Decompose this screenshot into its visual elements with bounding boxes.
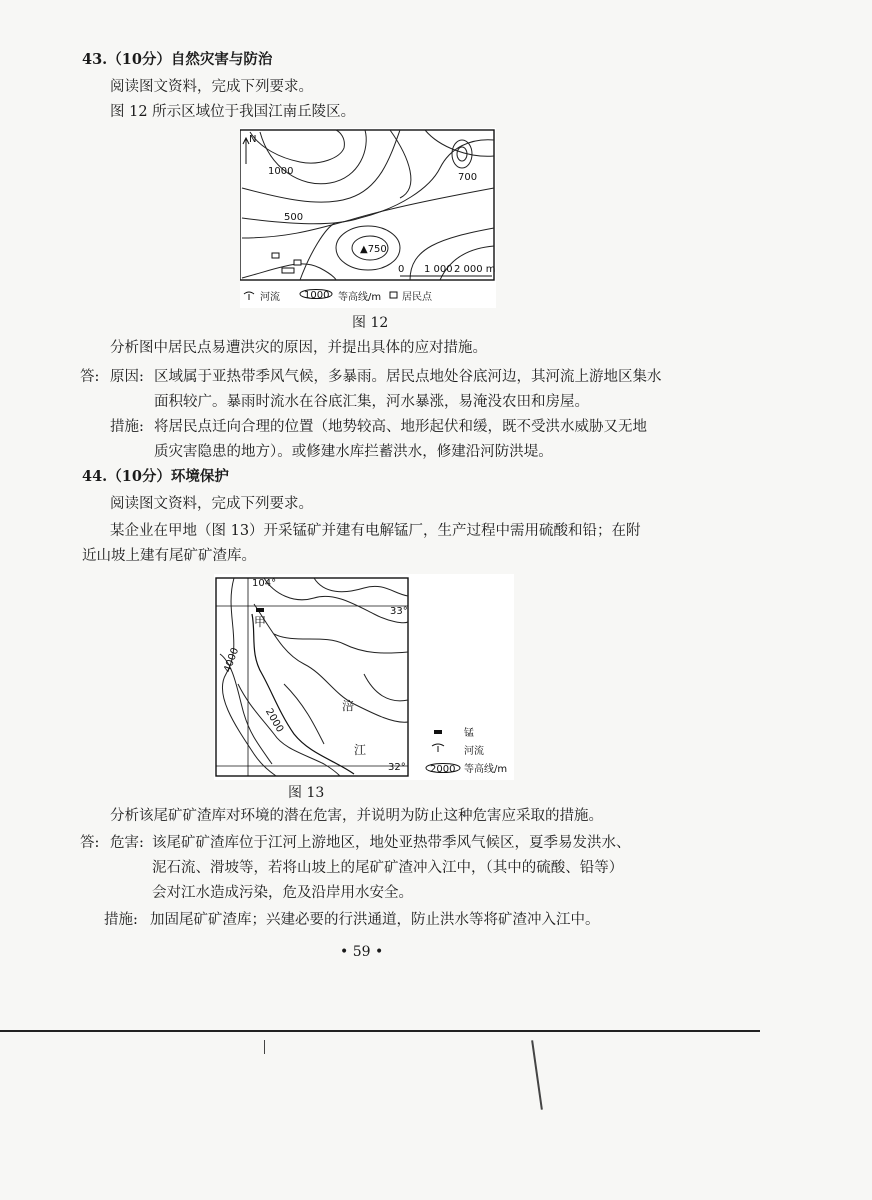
legend-contour-13: 等高线/m — [464, 764, 508, 775]
q43-instruction: 阅读图文资料，完成下列要求。 — [110, 79, 313, 95]
q43-reason-line-1: 区域属于亚热带季风气候，多暴雨。居民点地处谷底河边，其河流上游地区集水 — [154, 369, 662, 385]
north-label: N — [249, 134, 257, 145]
lat-top-label: 33° — [390, 606, 408, 617]
q44-harm-line-1: 该尾矿矿渣库位于江河上游地区，地处亚热带季风气候区，夏季易发洪水、 — [152, 835, 631, 851]
q44-harm-label: 危害: — [110, 835, 144, 851]
legend-settlement: 居民点 — [402, 292, 432, 303]
contour-label-2000: 2000 — [262, 706, 286, 735]
scale-label-0: 0 — [398, 264, 405, 275]
peak-label-750: ▲750 — [360, 244, 387, 255]
q44-context-line-1: 某企业在甲地（图 13）开采锰矿并建有电解锰厂，生产过程中需用硫酸和铅；在附 — [110, 523, 641, 539]
q43-measure-line-1: 将居民点迁向合理的位置（地势较高、地形起伏和缓，既不受洪水威胁又无地 — [154, 419, 647, 435]
q44-context-line-2: 近山坡上建有尾矿矿渣库。 — [82, 548, 256, 564]
mine-legend-icon — [434, 730, 442, 734]
contour-label-700: 700 — [458, 172, 478, 183]
contour-label-500: 500 — [284, 212, 304, 223]
river-char-fu: 涪 — [342, 699, 355, 713]
place-jia-label: 甲 — [254, 615, 267, 629]
figure-13-map — [214, 574, 514, 780]
scan-mark — [264, 1040, 265, 1054]
figure-13-caption: 图 13 — [288, 785, 325, 801]
q43-reason-label: 原因: — [110, 369, 144, 385]
settlement-legend-icon — [390, 292, 397, 298]
lon-label: 104° — [252, 578, 277, 589]
q44-harm-line-2: 泥石流、滑坡等，若将山坡上的尾矿矿渣冲入江中，（其中的硫酸、铅等） — [152, 860, 624, 876]
page-number: • 59 • — [340, 944, 384, 960]
legend-river: 河流 — [260, 292, 280, 303]
q44-question: 分析该尾矿矿渣库对环境的潜在危害，并说明为防止这种危害应采取的措施。 — [110, 808, 603, 824]
q44-harm-line-3: 会对江水造成污染，危及沿岸用水安全。 — [152, 885, 413, 901]
q44-heading: 44.（10分）环境保护 — [82, 468, 229, 485]
river-legend-icon — [244, 292, 254, 300]
q43-question: 分析图中居民点易遭洪灾的原因，并提出具体的应对措施。 — [110, 340, 487, 356]
q43-measure-line-2: 质灾害隐患的地方）。或修建水库拦蓄洪水，修建沿河防洪堤。 — [154, 444, 553, 460]
mine-marker-icon — [256, 608, 264, 612]
q43-context: 图 12 所示区域位于我国江南丘陵区。 — [110, 104, 356, 120]
river-char-jiang: 江 — [354, 743, 367, 757]
scale-label-1000: 1 000 — [424, 264, 453, 275]
scale-label-2000: 2 000 m — [454, 264, 496, 275]
legend-contour-sample-13: 2000 — [430, 764, 456, 775]
contour-label-1000: 1000 — [268, 166, 294, 177]
legend-mine: 锰 — [464, 728, 474, 739]
q43-reason-line-2: 面积较广。暴雨时流水在谷底汇集，河水暴涨，易淹没农田和房屋。 — [154, 394, 589, 410]
legend-contour-sample: 1000 — [304, 290, 330, 301]
figure-12-map — [240, 128, 496, 308]
figure-12-caption: 图 12 — [352, 315, 389, 331]
legend-contour: 等高线/m — [338, 292, 382, 303]
q44-instruction: 阅读图文资料，完成下列要求。 — [110, 496, 313, 512]
q44-measure-label: 措施: — [104, 912, 138, 928]
river-legend-icon-13 — [432, 744, 444, 752]
scan-mark — [531, 1040, 543, 1110]
q44-answer-label: 答: — [80, 835, 100, 851]
lat-bottom-label: 32° — [388, 762, 406, 773]
q44-measure-line-1: 加固尾矿矿渣库；兴建必要的行洪通道，防止洪水等将矿渣冲入江中。 — [150, 912, 600, 928]
q43-heading: 43.（10分）自然灾害与防治 — [82, 51, 273, 68]
q43-measure-label: 措施: — [110, 419, 144, 435]
legend-river-13: 河流 — [464, 746, 484, 757]
q43-answer-label: 答: — [80, 369, 100, 385]
contour-label-4000: 4000 — [222, 646, 242, 675]
scan-rule-line — [0, 1030, 760, 1032]
